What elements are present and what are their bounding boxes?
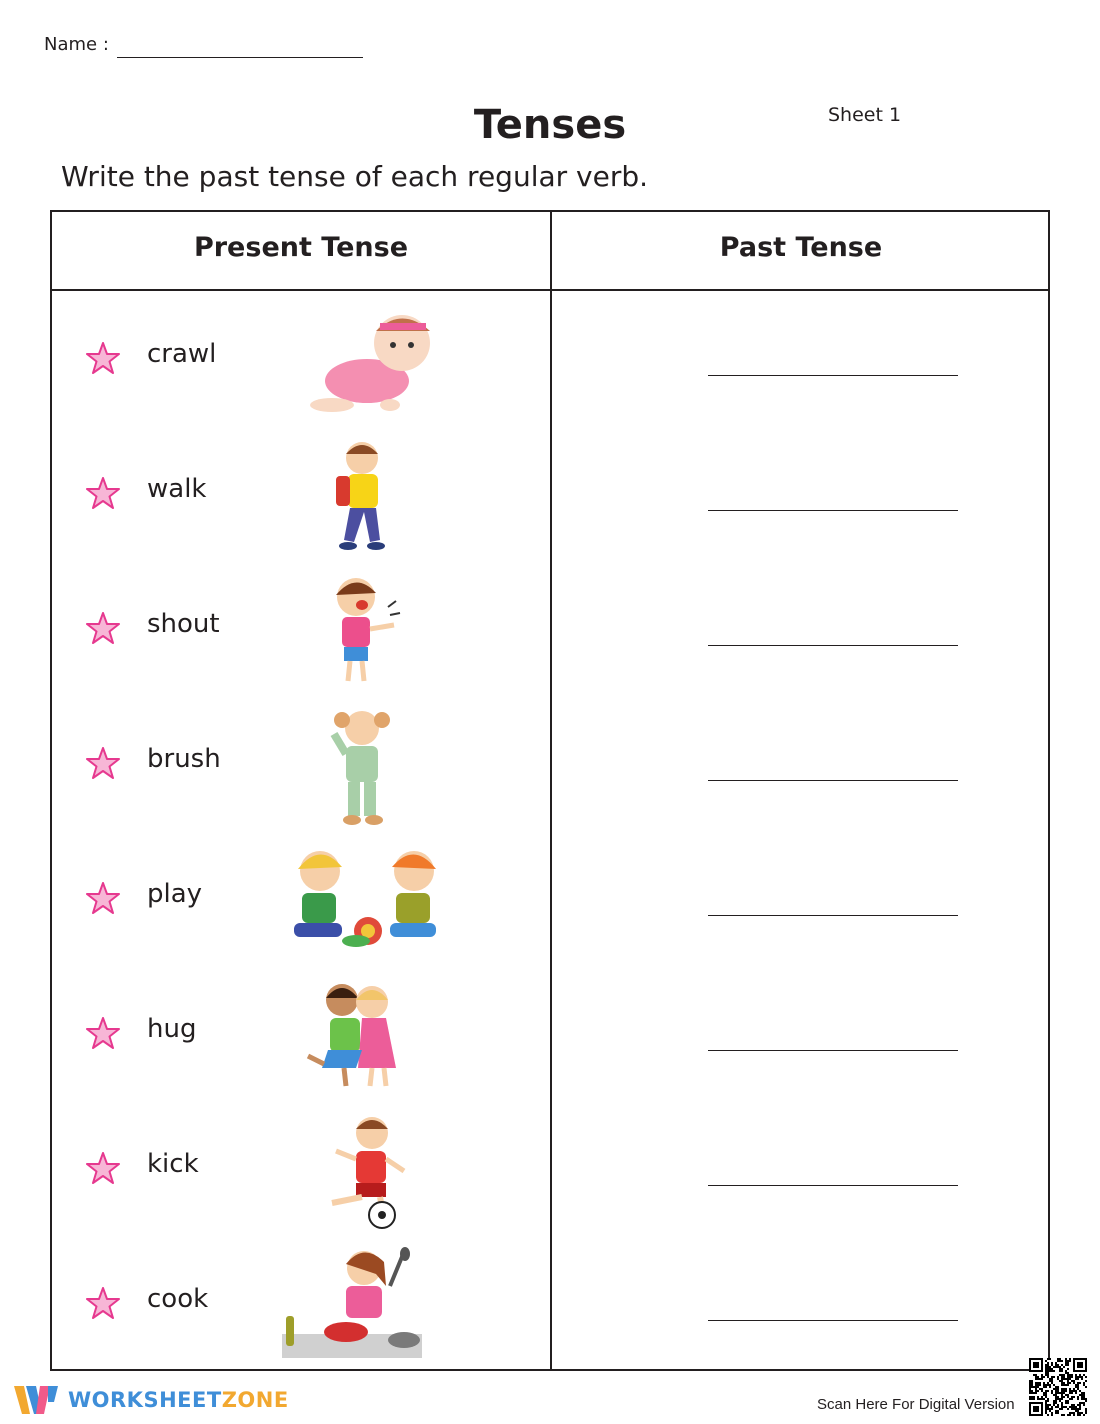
tense-table xyxy=(50,210,1050,1371)
verb-row-hug xyxy=(52,968,1048,1103)
children-playing-illustration xyxy=(272,841,452,961)
present-verb: shout xyxy=(147,609,220,639)
brand-part2: ZONE xyxy=(221,1388,289,1412)
worksheetzone-logo-icon xyxy=(14,1384,62,1416)
past-tense-answer-line[interactable] xyxy=(708,375,958,376)
verb-row-play xyxy=(52,833,1048,968)
qr-code-icon[interactable] xyxy=(1029,1358,1087,1416)
page-title: Tenses xyxy=(473,102,627,148)
past-tense-answer-line[interactable] xyxy=(708,1185,958,1186)
present-verb: crawl xyxy=(147,339,217,369)
brand-name xyxy=(68,1388,289,1412)
verb-row-cook xyxy=(52,1238,1048,1373)
present-verb: kick xyxy=(147,1149,199,1179)
present-verb: hug xyxy=(147,1014,197,1044)
present-verb: cook xyxy=(147,1284,209,1314)
header-divider xyxy=(52,289,1048,291)
scan-text: Scan Here For Digital Version xyxy=(817,1396,1015,1413)
name-label: Name : xyxy=(44,34,109,55)
sheet-number: Sheet 1 xyxy=(828,104,902,126)
past-tense-answer-line[interactable] xyxy=(708,645,958,646)
verb-row-shout xyxy=(52,563,1048,698)
present-tense-header: Present Tense xyxy=(193,232,409,263)
girl-shouting-illustration xyxy=(272,571,452,691)
verb-row-walk xyxy=(52,428,1048,563)
past-tense-header: Past Tense xyxy=(719,232,883,263)
instruction: Write the past tense of each regular verb. xyxy=(61,160,649,193)
verb-row-kick xyxy=(52,1103,1048,1238)
girl-brushing-teeth-illustration xyxy=(272,706,452,826)
star-bullet-icon xyxy=(86,1016,120,1050)
star-bullet-icon xyxy=(86,1151,120,1185)
verb-row-crawl xyxy=(52,293,1048,428)
star-bullet-icon xyxy=(86,341,120,375)
star-bullet-icon xyxy=(86,746,120,780)
past-tense-answer-line[interactable] xyxy=(708,1050,958,1051)
present-verb: play xyxy=(147,879,203,909)
boy-walking-illustration xyxy=(272,436,452,556)
name-line xyxy=(117,57,363,58)
girls-hugging-illustration xyxy=(272,976,452,1096)
past-tense-answer-line[interactable] xyxy=(708,915,958,916)
boy-kicking-ball-illustration xyxy=(272,1111,452,1231)
star-bullet-icon xyxy=(86,476,120,510)
star-bullet-icon xyxy=(86,1286,120,1320)
past-tense-answer-line[interactable] xyxy=(708,510,958,511)
star-bullet-icon xyxy=(86,611,120,645)
woman-cooking-illustration xyxy=(272,1246,452,1366)
verb-row-brush xyxy=(52,698,1048,833)
present-verb: brush xyxy=(147,744,221,774)
past-tense-answer-line[interactable] xyxy=(708,1320,958,1321)
star-bullet-icon xyxy=(86,881,120,915)
brand-part1: WORKSHEET xyxy=(68,1388,222,1412)
baby-crawling-illustration xyxy=(272,301,452,421)
present-verb: walk xyxy=(147,474,207,504)
past-tense-answer-line[interactable] xyxy=(708,780,958,781)
